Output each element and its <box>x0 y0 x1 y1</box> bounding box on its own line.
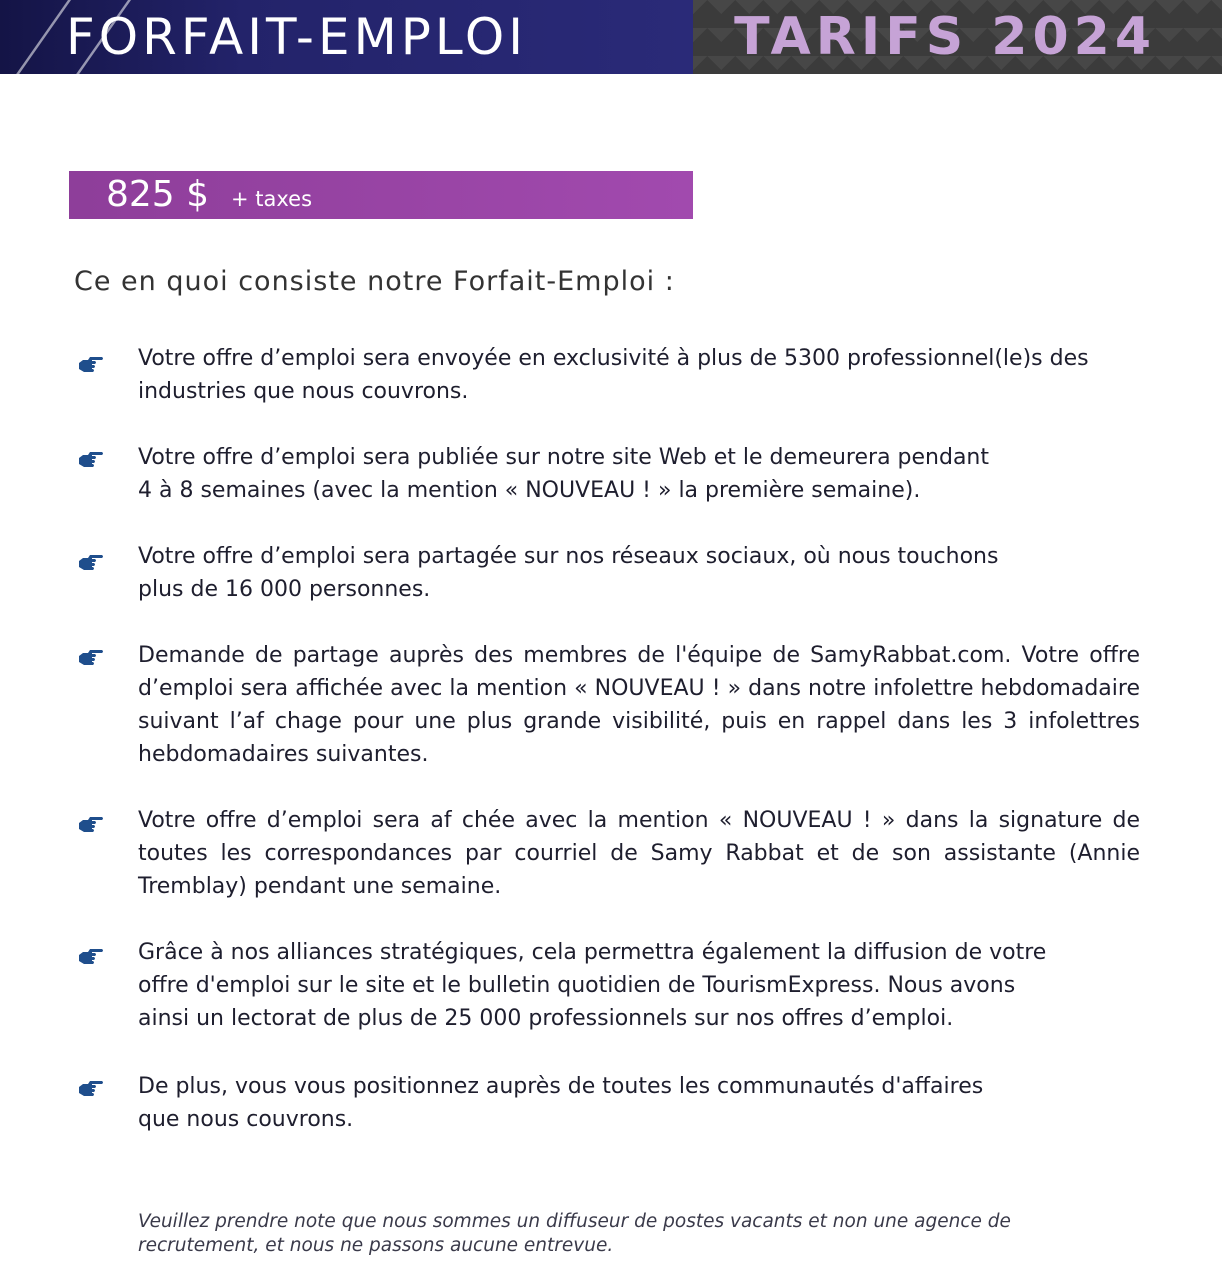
tariff-year-label: TARIFS 2024 <box>734 7 1156 67</box>
list-item-text <box>138 441 1140 507</box>
pointing-hand-icon <box>78 814 104 834</box>
list-item-text: Votre offre d’emploi sera af chée avec la mention « NOUVEAU ! » dans la signature de toutes les correspondances par courriel de Samy Rabbat et de son assistante (Annie Tremblay) pendant une semaine. <box>138 808 1140 899</box>
list-item-text <box>138 936 1140 1035</box>
pointing-hand-icon <box>78 449 104 469</box>
header-year-panel <box>693 0 1222 74</box>
text-line: que nous couvrons. <box>138 1107 354 1132</box>
text-line: Votre offre d’emploi sera publiée sur notre site Web et le demeurera pendant <box>138 445 989 470</box>
text-line: plus de 16 000 personnes. <box>138 577 431 602</box>
pointing-hand-icon <box>78 1078 104 1098</box>
intro-heading: Ce en quoi consiste notre Forfait-Emploi : <box>74 266 675 297</box>
price-banner <box>69 171 693 219</box>
disclaimer-note: Veuillez prendre note que nous sommes un diffuseur de postes vacants et non une agence de recrutement, et nous ne passons aucune entrevue. <box>138 1211 1011 1256</box>
list-item-text: Demande de partage auprès des membres de l'équipe de SamyRabbat.com. Votre offre d’emploi sera affichée avec la mention « NOUVEAU ! » dans notre infolettre hebdomadaire suivant l’af chage pour une plus grande visibilité, puis en rappel dans les 3 infolettres hebdomadaires suivantes. <box>138 643 1140 767</box>
price-amount: 825 $ <box>106 174 210 215</box>
pointing-hand-icon <box>78 552 104 572</box>
pointing-hand-icon <box>78 946 104 966</box>
text-line: Votre offre d’emploi sera envoyée en exclusivité à plus de 5300 professionnel(le)s des <box>138 346 1089 371</box>
page-header <box>0 0 1222 74</box>
list-item-text <box>138 342 1140 408</box>
text-line: Votre offre d’emploi sera partagée sur nos réseaux sociaux, où nous touchons <box>138 544 999 569</box>
text-line: ainsi un lectorat de plus de 25 000 professionnels sur nos offres d’emploi. <box>138 1006 954 1031</box>
pointing-hand-icon <box>78 647 104 667</box>
page-title: FORFAIT-EMPLOI <box>66 8 528 66</box>
price-taxes-note: + taxes <box>231 187 313 211</box>
pointing-hand-icon <box>78 354 104 374</box>
list-item-text <box>138 540 1140 606</box>
text-line: offre d'emploi sur le site et le bulletin quotidien de TourismExpress. Nous avons <box>138 973 1016 998</box>
text-line: Grâce à nos alliances stratégiques, cela permettra également la diffusion de votre <box>138 940 1047 965</box>
header-title-panel <box>0 0 693 74</box>
text-line: De plus, vous vous positionnez auprès de toutes les communautés d'affaires <box>138 1074 984 1099</box>
list-item-text <box>138 1070 1140 1136</box>
text-line: 4 à 8 semaines (avec la mention « NOUVEAU ! » la première semaine). <box>138 478 921 503</box>
text-line: industries que nous couvrons. <box>138 379 469 404</box>
